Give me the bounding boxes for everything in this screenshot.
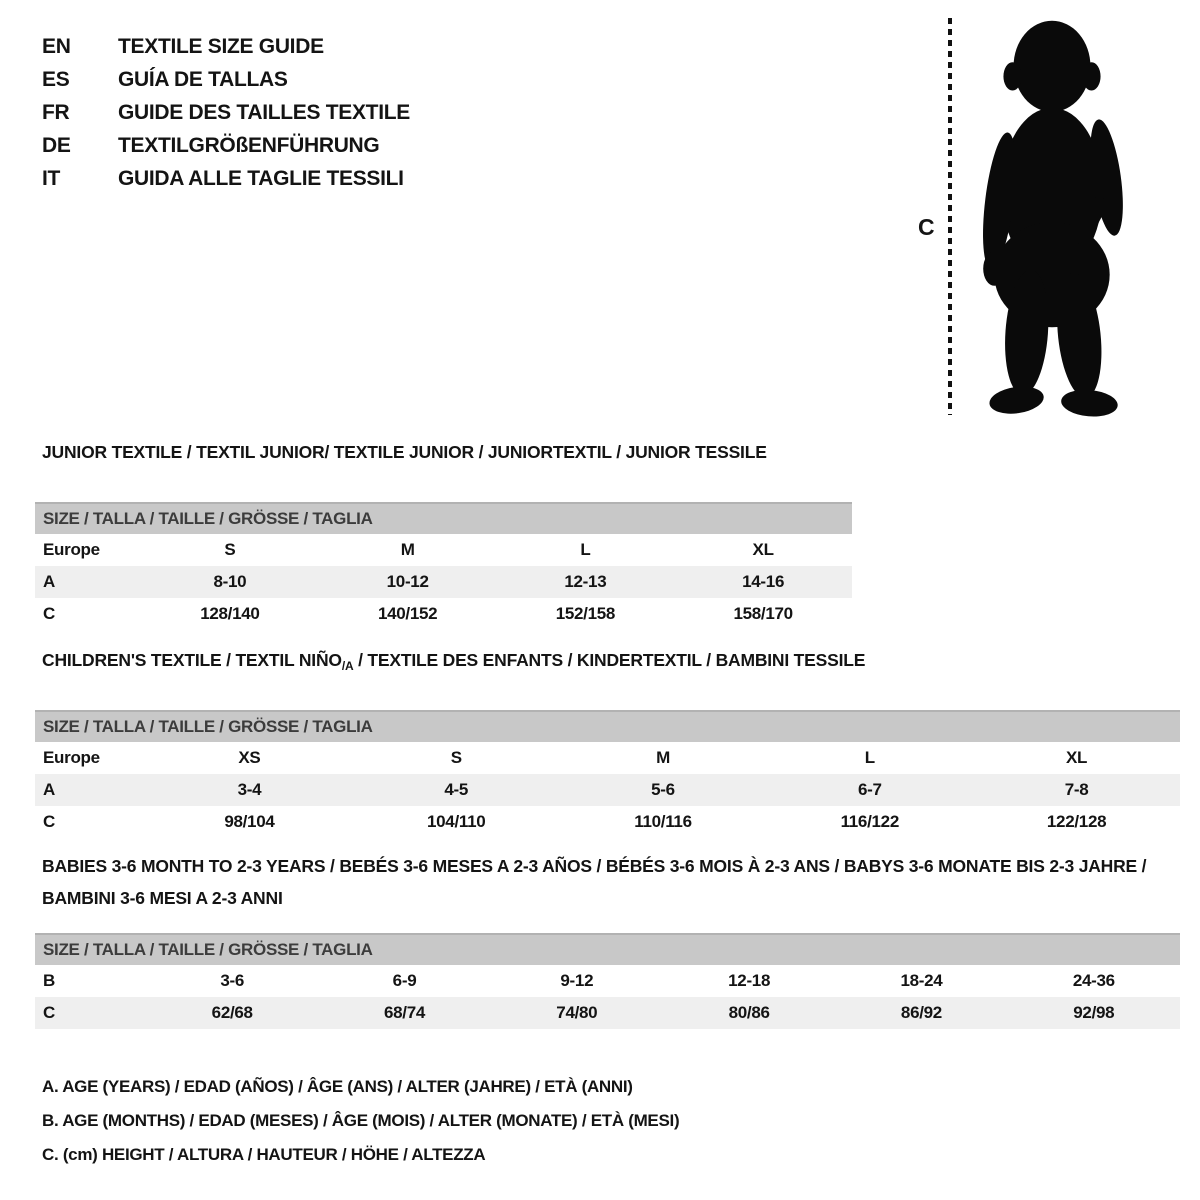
section-childrens-textile [35,644,1180,838]
language-row [42,63,410,96]
height-measure-label: C [918,214,935,240]
table-row [35,566,852,598]
childrens-size-table [35,742,1180,838]
size-cell: 116/122 [840,812,899,831]
language-row [42,96,410,129]
language-code: ES [42,68,70,91]
row-label: C [43,1003,55,1022]
section-title: BABIES 3-6 MONTH TO 2-3 YEARS / BEBÉS 3-6 MESES A 2-3 AÑOS / BÉBÉS 3-6 MOIS À 2-3 ANS / BABYS 3-6 MONATE BIS 2-3 JAHRE / BAMBINI 3-6 MESI A 2-3 ANNI [42,856,1147,908]
size-cell: 122/128 [1046,812,1107,831]
language-row [42,162,410,195]
size-cell: 104/110 [427,812,486,831]
size-cell: M [656,748,670,767]
language-code: DE [42,134,71,157]
language-row [42,30,410,63]
size-cell: 152/158 [555,604,616,623]
size-cell: 5-6 [651,780,675,799]
size-cell: 4-5 [444,780,469,799]
table-row [35,997,1180,1029]
size-cell: 24-36 [1072,971,1115,990]
table-row [35,742,1180,774]
row-label: A [43,572,55,591]
size-cell: 92/98 [1073,1003,1115,1022]
size-cell: L [864,748,875,767]
size-cell: 128/140 [200,604,260,623]
size-cell: 86/92 [900,1003,942,1022]
table-row [35,598,852,630]
table-row [35,965,1180,997]
size-cell: S [224,540,236,559]
legend-line-a: A. AGE (YEARS) / EDAD (AÑOS) / ÂGE (ANS) / ALTER (JAHRE) / ETÀ (ANNI) [42,1077,633,1096]
table-row [35,806,1180,838]
row-label: Europe [43,748,100,767]
size-cell: 62/68 [211,1003,253,1022]
language-code: IT [42,167,61,190]
size-cell: 6-9 [392,971,417,990]
size-cell: 18-24 [900,971,943,990]
table-row [35,534,852,566]
legend-line-b: B. AGE (MONTHS) / EDAD (MESES) / ÂGE (MOIS) / ALTER (MONATE) / ETÀ (MESI) [42,1111,680,1130]
guide-title: TEXTILGRÖßENFÜHRUNG [118,134,380,157]
size-cell: 9-12 [560,971,594,990]
row-label: C [43,812,55,831]
guide-title: GUIDA ALLE TAGLIE TESSILI [118,167,404,190]
size-header-bar: SIZE / TALLA / TAILLE / GRÖSSE / TAGLIA [35,502,852,534]
language-code: EN [42,35,71,58]
section-title: JUNIOR TEXTILE / TEXTIL JUNIOR/ TEXTILE JUNIOR / JUNIORTEXTIL / JUNIOR TESSILE [42,442,767,462]
size-cell: 12-13 [564,572,607,591]
row-label: Europe [43,540,100,559]
size-cell: 10-12 [386,572,429,591]
size-cell: L [580,540,591,559]
legend-line-c: C. (cm) HEIGHT / ALTURA / HAUTEUR / HÖHE / ALTEZZA [42,1145,486,1164]
size-cell: 140/152 [377,604,438,623]
size-cell: 158/170 [733,604,793,623]
size-cell: M [400,540,415,559]
language-code: FR [42,101,70,124]
size-cell: 80/86 [728,1003,770,1022]
size-cell: 110/116 [634,812,692,831]
size-cell: 7-8 [1064,780,1089,799]
language-row [42,129,410,162]
junior-size-table [35,534,852,630]
size-cell: 3-6 [220,971,245,990]
size-cell: XL [1066,748,1088,767]
size-cell: XL [752,540,774,559]
guide-title: TEXTILE SIZE GUIDE [118,35,324,58]
row-label: B [43,971,55,990]
language-title-list [42,30,410,195]
section-babies-textile [35,850,1180,1029]
guide-title: GUÍA DE TALLAS [118,68,288,91]
size-cell: 3-4 [237,780,262,799]
size-cell: XS [238,748,261,767]
size-cell: 6-7 [857,780,882,799]
guide-title: GUIDE DES TAILLES TEXTILE [118,101,410,124]
size-cell: 98/104 [224,812,275,831]
row-label: A [43,780,55,799]
section-title: CHILDREN'S TEXTILE / TEXTIL $NIÑO_{/A}$ / TEXTILE DES ENFANTS / KINDERTEXTIL / BAMBINI TESSILE [42,650,866,673]
table-row [35,774,1180,806]
babies-size-table [35,965,1180,1029]
size-cell: 14-16 [742,572,785,591]
row-label: C [43,604,55,623]
size-cell: 74/80 [556,1003,598,1022]
size-header-bar: SIZE / TALLA / TAILLE / GRÖSSE / TAGLIA [35,933,1180,965]
size-cell: 68/74 [383,1003,426,1022]
legend [42,1070,679,1172]
toddler-silhouette-icon [966,12,1138,420]
section-junior-textile [35,436,852,630]
size-cell: S [450,748,462,767]
size-cell: 12-18 [728,971,771,990]
size-header-bar: SIZE / TALLA / TAILLE / GRÖSSE / TAGLIA [35,710,1180,742]
size-cell: 8-10 [213,572,247,591]
height-measure-line [948,18,952,415]
